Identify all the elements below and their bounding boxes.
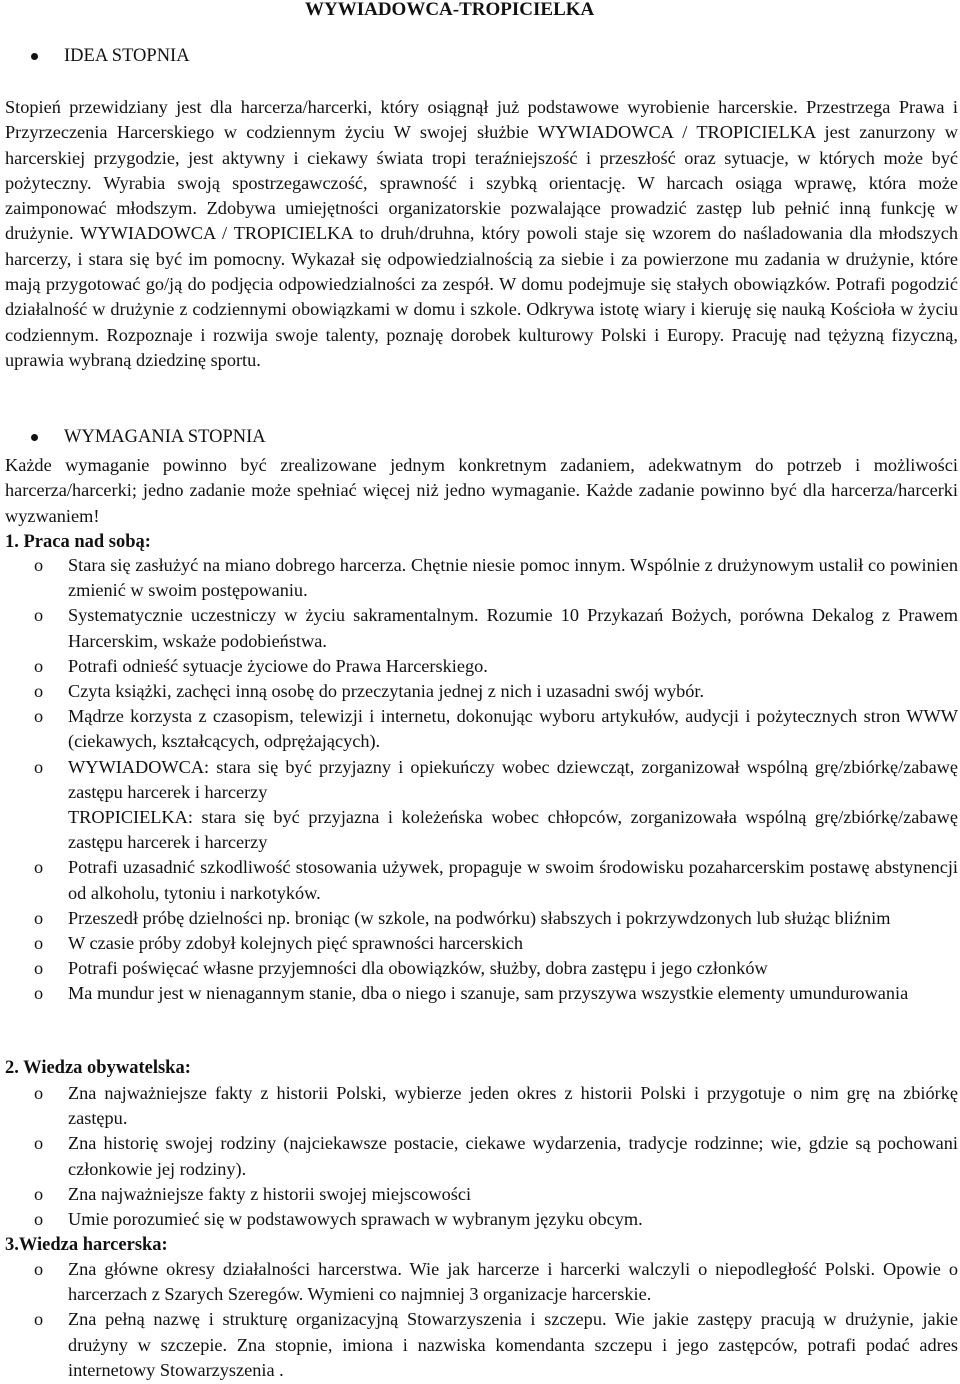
list-marker-icon: o: [34, 907, 44, 928]
list-item-text: Potrafi poświęcać własne przyjemności dla obowiązków, służby, dobra zastępu i jego członków: [68, 958, 768, 979]
list-marker-icon: o: [34, 857, 44, 878]
list-marker-icon: o: [34, 958, 44, 979]
list-marker-icon: o: [34, 1259, 44, 1279]
list-item-text: Potrafi odnieść sytuacje życiowe do Prawa Harcerskiego.: [68, 655, 488, 676]
list-item-text: Ma mundur jest w nienagannym stanie, dba o niego i szanuje, sam przyszywa wszystkie elementy umundurowania: [68, 983, 909, 1004]
list-item-text: Zna pełną nazwę i strukturę organizacyjną Stowarzyszenia i szczepu. Wie jakie zastępy pracują w drużynie, jakie drużyny w szczepie. Zna stopnie, imiona i nazwiska komendanta szczepu i jego zastępców, potrafi podać adres internetowy Stowarzyszenia .: [68, 1309, 958, 1380]
section-requirements-heading: [31, 427, 266, 448]
list-item: [5, 1307, 958, 1383]
list-item: [5, 1081, 958, 1131]
list-item: [5, 679, 958, 704]
list-item-text: Umie porozumieć się w podstawowych sprawach w wybranym języku obcym.: [68, 1209, 643, 1230]
list-item: [5, 1131, 958, 1181]
list-item-text: Stara się zasłużyć na miano dobrego harcerza. Chętnie niesie pomoc innym. Wspólnie z drużynowym ustalił co powinien zmienić w swoim postępowaniu.: [68, 555, 958, 601]
list-marker-icon: o: [34, 1133, 44, 1154]
list-item-text: Zna główne okresy działalności harcerstwa. Wie jak harcerze i harcerki walczyli o niepodległość Polski. Opowie o harcerzach z Szarych Szeregów. Wymieni co najmniej 3 organizacje harcerskie.: [68, 1259, 958, 1305]
list-item: [5, 603, 958, 653]
list-item: [5, 704, 958, 754]
list-marker-icon: o: [34, 1309, 44, 1330]
list-item: [5, 855, 958, 905]
list-item-text: Czyta książki, zachęci inną osobę do przeczytania jednej z nich i uzasadni swój wybór.: [68, 681, 705, 702]
list-item: [5, 1207, 958, 1232]
list-item: [5, 654, 958, 679]
list-marker-icon: o: [34, 983, 44, 1004]
list-marker-icon: o: [34, 1083, 44, 1103]
list-item-text: Przeszedł próbę dzielności np. broniąc (w szkole, na podwórku) słabszych i pokrzywdzonych lub służąc bliźnim: [68, 907, 891, 928]
list-marker-icon: o: [34, 555, 44, 575]
group-list-3: [5, 1257, 958, 1383]
list-marker-icon: o: [34, 933, 44, 954]
list-item: [5, 755, 958, 856]
list-item-text: Mądrze korzysta z czasopism, telewizji i internetu, dokonując wyboru artykułów, audycji i pożytecznych stron WWW (ciekawych, kształcących, odprężających).: [68, 706, 958, 752]
group-heading-2: 2. Wiedza obywatelska:: [5, 1058, 191, 1078]
group-list-1: [5, 553, 958, 1007]
list-item: [5, 553, 958, 603]
list-item: [5, 906, 958, 931]
list-item-extra-text: TROPICIELKA: stara się być przyjazna i koleżeńska wobec chłopców, zorganizowała wspólną grę/zbiórkę/zabawę zastępu harcerek i harcerzy: [68, 807, 958, 853]
list-item: [5, 1182, 958, 1207]
list-item: [5, 931, 958, 956]
section-idea-heading-text: IDEA STOPNIA: [64, 46, 190, 66]
list-marker-icon: o: [34, 706, 44, 727]
list-item-text: WYWIADOWCA: stara się być przyjazny i opiekuńczy wobec dziewcząt, zorganizował wspólną grę/zbiórkę/zabawę zastępu harcerek i harcerzy: [68, 756, 958, 802]
group-list-2: [5, 1081, 958, 1232]
group-heading-1: 1. Praca nad sobą:: [5, 532, 151, 552]
page-title: WYWIADOWCA-TROPICIELKA: [305, 0, 595, 20]
list-item-text: W czasie próby zdobył kolejnych pięć sprawności harcerskich: [68, 933, 524, 954]
list-item: [5, 981, 958, 1006]
bullet-icon: [31, 434, 38, 441]
list-item-text: Potrafi uzasadnić szkodliwość stosowania używek, propaguje w swoim środowisku pozaharcerskim postawę abstynencji od alkoholu, tytoniu i narkotyków.: [68, 857, 958, 903]
list-item-text: Zna najważniejsze fakty z historii Polski, wybierze jeden okres z historii Polski i przygotuje o nim grę na zbiórkę zastępu.: [68, 1083, 958, 1129]
list-item-text: Zna najważniejsze fakty z historii swojej miejscowości: [68, 1183, 472, 1204]
section-requirements-heading-text: WYMAGANIA STOPNIA: [64, 427, 266, 447]
group-heading-3: 3.Wiedza harcerska:: [5, 1235, 168, 1255]
section-idea-heading: [31, 46, 190, 67]
list-marker-icon: o: [34, 605, 44, 626]
list-marker-icon: o: [34, 1183, 44, 1204]
list-marker-icon: o: [34, 756, 44, 777]
list-marker-icon: o: [34, 1209, 44, 1230]
list-item: [5, 956, 958, 981]
list-marker-icon: o: [34, 655, 44, 676]
list-marker-icon: o: [34, 681, 44, 702]
bullet-icon: [31, 53, 38, 60]
requirements-paragraph: Każde wymaganie powinno być zrealizowane jednym konkretnym zadaniem, adekwatnym do potrzeb i możliwości harcerza/harcerki; jedno zadanie może spełniać więcej niż jedno wymaganie. Każde zadanie powinno być dla harcerza/harcerki wyzwaniem!: [5, 455, 958, 526]
list-item-text: Zna historię swojej rodziny (najciekawsze postacie, ciekawe wydarzenia, tradycje rodzinne; wie, gdzie są pochowani członkowie jej rodziny).: [68, 1133, 958, 1179]
list-item-text: Systematycznie uczestniczy w życiu sakramentalnym. Rozumie 10 Przykazań Bożych, porówna Dekalog z Prawem Harcerskim, wskaże podobieństwa.: [68, 605, 958, 651]
idea-paragraph: Stopień przewidziany jest dla harcerza/harcerki, który osiągnął już podstawowe wyrobienie harcerskie. Przestrzega Prawa i Przyrzeczenia Harcerskiego w codziennym życiu W swojej służbie WYWIADOWCA / TROPICIELKA jest zanurzony w harcerskiej przygodzie, jest aktywny i ciekawy świata tropi teraźniejszość i przeszłość oraz sytuacje, w których może być pożyteczny. Wyrabia swoją spostrzegawczość, sprawność i szybką orientację. W harcach osiąga wprawę, która może zaimponować młodszym. Zdobywa umiejętności organizatorskie pozwalające prowadzić zastęp lub pełnić inną funkcję w drużynie. WYWIADOWCA / TROPICIELKA to druh/druhna, który powoli staje się wzorem do naśladowania dla młodszych harcerzy, i stara się być im pomocny. Wykazał się odpowiedzialnością za siebie i za powierzone mu zadania w drużynie, które mają przygotować go/ją do podjęcia odpowiedzialności za zespół. W domu podejmuje się stałych obowiązków. Potrafi pogodzić działalność w drużynie z codziennymi obowiązkami w domu i szkole. Odkrywa istotę wiary i kieruję się nauką Kościoła w życiu codziennym. Rozpoznaje i rozwija swoje talenty, poznaję dorobek kulturowy Polski i Europy. Pracuję nad tężyzną fizyczną, uprawia wybraną dziedzinę sportu.: [5, 97, 958, 370]
list-item: [5, 1257, 958, 1307]
